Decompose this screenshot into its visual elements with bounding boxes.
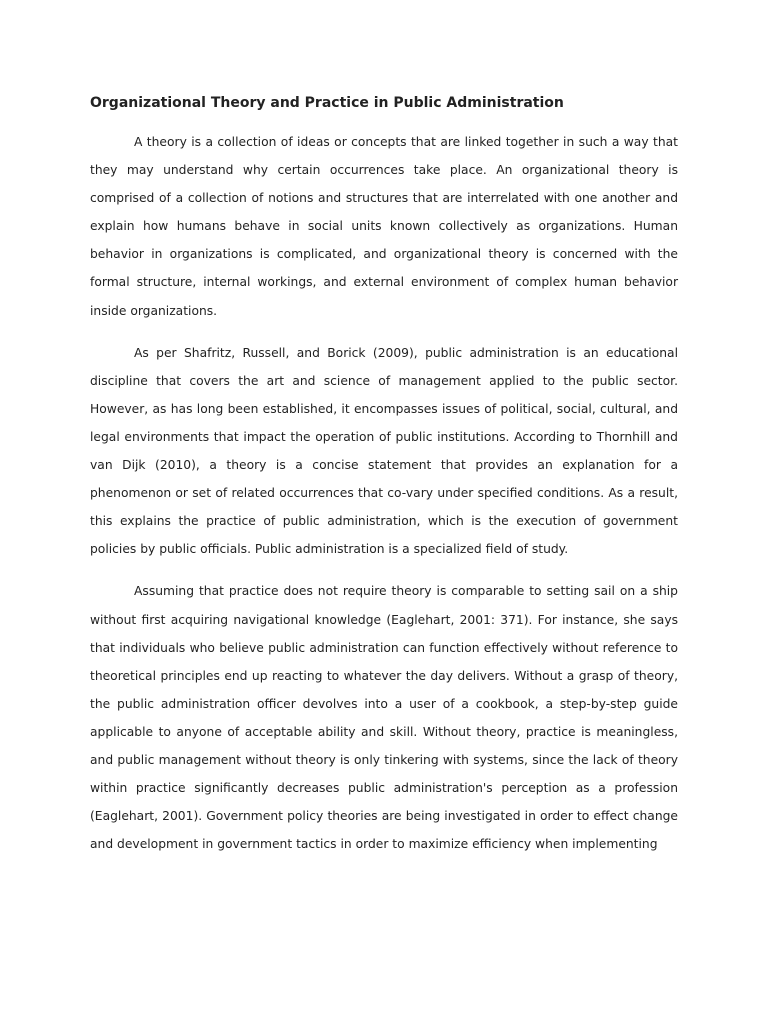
paragraph-2: As per Shafritz, Russell, and Borick (2009), public administration is an educational discipline that covers the art and science of management applied to the public sector. However, as has long been established, it encompasses issues of political, social, cultural, and legal environments that impact the operation of public institutions. According to Thornhill and van Dijk (2010), a theory is a concise statement that provides an explanation for a phenomenon or set of related occurrences that co-vary under specified conditions. As a result, this explains the practice of public administration, which is the execution of government policies by public officials. Public administration is a specialized field of study. [90, 345, 678, 557]
paragraph-1: A theory is a collection of ideas or concepts that are linked together in such a way that they may understand why certain occurrences take place. An organizational theory is comprised of a collection of notions and structures that are interrelated with one another and explain how humans behave in social units known collectively as organizations. Human behavior in organizations is complicated, and organizational theory is concerned with the formal structure, internal workings, and external environment of complex human behavior inside organizations. [90, 135, 678, 318]
paragraph-3: Assuming that practice does not require theory is comparable to setting sail on a ship without first acquiring navigational knowledge (Eaglehart, 2001: 371). For instance, she says that individuals who believe public administration can function effectively without reference to theoretical principles end up reacting to whatever the day delivers. Without a grasp of theory, the public administration officer devolves into a user of a cookbook, a step-by-step guide applicable to anyone of acceptable ability and skill. Without theory, practice is meaningless, and public management without theory is only tinkering with systems, since the lack of theory within practice significantly decreases public administration's perception as a profession (Eaglehart, 2001). Government policy theories are being investigated in order to effect change and development in government tactics in order to maximize efficiency when implementing [90, 584, 678, 852]
document-title: Organizational Theory and Practice in Public Administration [90, 95, 564, 111]
